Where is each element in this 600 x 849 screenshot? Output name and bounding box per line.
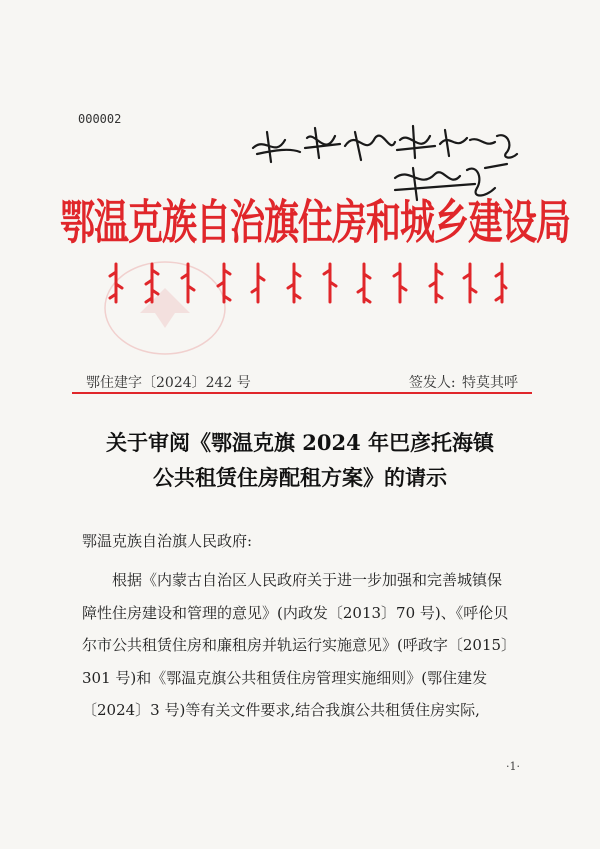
page-number: ·1· [506, 760, 520, 773]
document-number: 鄂住建字〔2024〕242 号 [86, 375, 251, 391]
signer-name: 特莫其呼 [462, 375, 518, 391]
body-line: 〔2024〕3 号)等有关文件要求,结合我旗公共租赁住房实际, [82, 701, 480, 719]
serial-number: 000002 [78, 112, 122, 126]
mongolian-script-header [108, 262, 508, 306]
signer-label: 签发人: [408, 375, 456, 391]
title-line-1: 关于审阅《鄂温克旗 2024 年巴彦托海镇 [105, 430, 495, 455]
body-line: 301 号)和《鄂温克旗公共租赁住房管理实施细则》(鄂住建发 [82, 668, 488, 687]
addressee: 鄂温克族自治旗人民政府: [82, 532, 253, 550]
agency-header: 鄂温克族自治旗住房和城乡建设局 [60, 196, 571, 251]
body-text [82, 564, 522, 727]
red-divider-line [72, 392, 532, 394]
body-line: 障性住房建设和管理的意见》(内政发〔2013〕70 号)、《呼伦贝 [82, 603, 509, 622]
signer [407, 372, 518, 392]
document-title [60, 425, 540, 495]
body-line: 根据《内蒙古自治区人民政府关于进一步加强和完善城镇保 [112, 571, 503, 589]
title-line-2: 公共租赁住房配租方案》的请示 [153, 465, 447, 490]
body-line: 尔市公共租赁住房和廉租房并轨运行实施意见》(呼政字〔2015〕 [82, 636, 517, 654]
